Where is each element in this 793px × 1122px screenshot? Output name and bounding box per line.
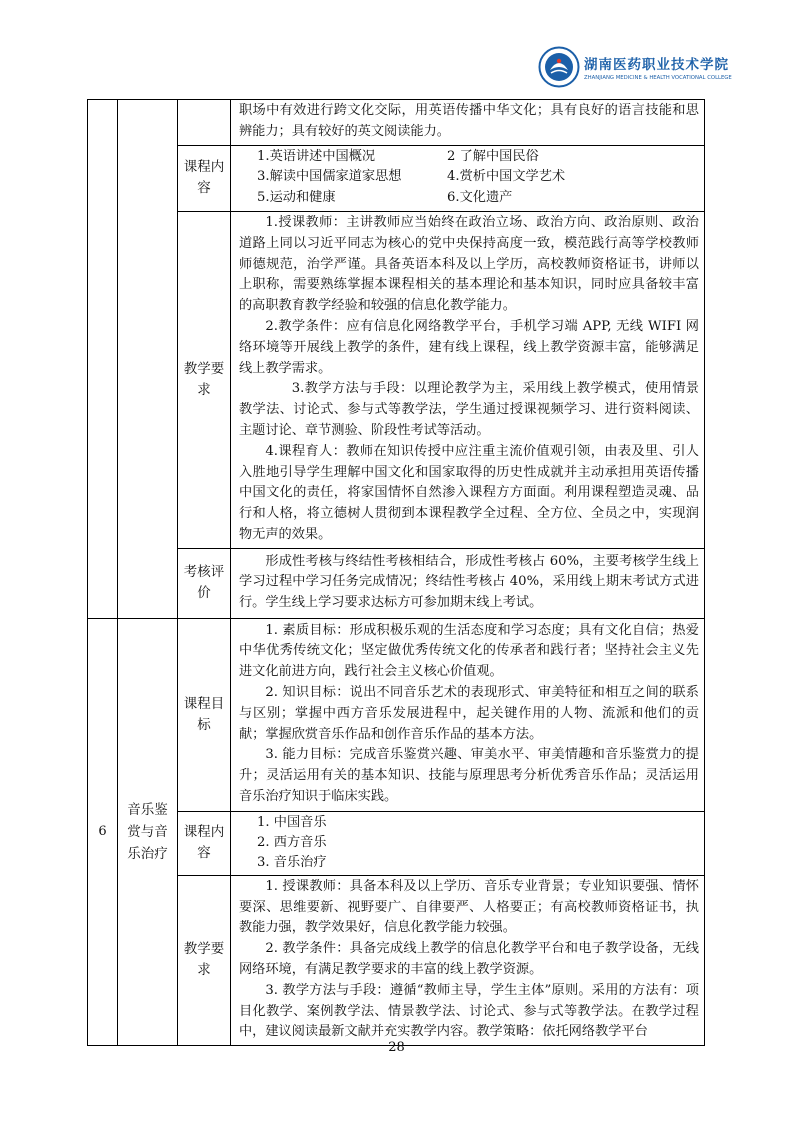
list-item: 1.英语讲述中国概况 (257, 148, 376, 164)
list-item: 5.运动和健康 (257, 190, 336, 206)
college-logo (538, 44, 732, 90)
list-item: 2 了解中国民俗 (447, 148, 539, 164)
paragraph: 2.教学条件：应有信息化网络教学平台，手机学习端 APP, 无线 WIFI 网络环境等开展线上教学的条件，建有线上课程，线上教学资源丰富，能够满足线上教学需求。 (239, 318, 699, 376)
objective-label-cell (178, 100, 231, 146)
college-emblem-icon (538, 46, 580, 88)
list-item: 1. 中国音乐 (257, 814, 327, 830)
content-list (231, 145, 705, 211)
list-item: 3. 音乐治疗 (257, 854, 327, 870)
course-name-cell (118, 100, 178, 619)
table-row (88, 211, 705, 548)
paragraph: 2. 教学条件：具备完成线上教学的信息化教学平台和电子教学设备，无线网络环境，有满足教学要求的丰富的线上教学资源。 (239, 941, 699, 977)
paragraph: 1. 授课教师：具备本科及以上学历、音乐专业背景；专业知识要强、情怀要深、思维要新、视野要广、自律要严、人格要正；有高校教师资格证书，执教能力强，教学效果好，信息化教学能力较强。 (239, 878, 699, 936)
table-row (88, 618, 705, 811)
list-item: 2. 西方音乐 (257, 834, 327, 850)
table-row (88, 145, 705, 211)
evaluation-label: 考核评价 (178, 548, 231, 618)
table-row (88, 875, 705, 1045)
evaluation-text: 形成性考核与终结性考核相结合，形成性考核占 60%，主要考核学生线上学习过程中学习任务完成情况；终结性考核占 40%，采用线上期末考试方式进行。学生线上学习要求达标方可参加期末线上考试。 (231, 548, 705, 618)
requirement-text (231, 211, 705, 548)
list-item: 6.文化遗产 (447, 190, 513, 206)
table-row (88, 811, 705, 875)
goal-label: 课程目标 (178, 618, 231, 811)
paragraph: 3.教学方法与手段：以理论教学为主，采用线上教学模式，使用情景教学法、讨论式、参与式等教学法，学生通过授课视频学习、进行资料阅读、主题讨论、章节测验、阶段性考试等活动。 (239, 381, 699, 438)
list-item: 3.解读中国儒家道家思想 (257, 169, 402, 185)
content-list (231, 811, 705, 875)
content-label: 课程内容 (178, 145, 231, 211)
table-row (88, 100, 705, 146)
paragraph: 2. 知识目标：说出不同音乐艺术的表现形式、审美特征和相互之间的联系与区别；掌握中西方音乐发展进程中，起关键作用的人物、流派和他们的贡献；掌握欣赏音乐作品和创作音乐作品的基本方法。 (239, 685, 699, 742)
table-row (88, 548, 705, 618)
requirement-label: 教学要求 (178, 875, 231, 1045)
course-number-cell (88, 100, 118, 619)
content-label: 课程内容 (178, 811, 231, 875)
requirement-text (231, 875, 705, 1045)
college-name: 湖南医药职业技术学院 (584, 57, 729, 73)
paragraph: 1.授课教师：主讲教师应当始终在政治立场、政治方向、政治原则、政治道路上同以习近平同志为核心的党中央保持高度一致，模范践行高等学校教师师德规范，治学严谨。具备英语本科及以上学历，高校教师资格证书，讲师以上职称，需要熟练掌握本课程相关的基本理论和基本知识，同时应具备较丰富的高职教育教学经验和较强的信息化教学能力。 (239, 214, 699, 314)
course-table (87, 99, 705, 1046)
requirement-label: 教学要求 (178, 211, 231, 548)
page-number: 28 (388, 1040, 405, 1055)
paragraph: 4.课程育人：教师在知识传授中应注重主流价值观引领，由表及里、引人入胜地引导学生理解中国文化和国家取得的历史性成就并主动承担用英语传播中国文化的责任，将家国情怀自然渗入课程方方面面。利用课程塑造灵魂、品行和人格，将立德树人贯彻到本课程教学全过程、全方位、全员之中，实现润物无声的效果。 (239, 443, 699, 542)
goal-text (231, 618, 705, 811)
course-name: 音乐鉴赏与音乐治疗 (118, 618, 178, 1045)
paragraph: 1. 素质目标：形成积极乐观的生活态度和学习态度；具有文化自信；热爱中华优秀传统文化；坚定做优秀传统文化的传承者和践行者；坚持社会主义先进文化前进方向，践行社会主义核心价值观。 (239, 622, 699, 680)
paragraph: 3. 教学方法与手段：遵循“教师主导，学生主体”原则。采用的方法有：项目化教学、案例教学法、情景教学法、讨论式、参与式等教学法。在教学过程中，建议阅读最新文献并充实教学内容。教学策略：依托网络教学平台 (239, 982, 699, 1040)
college-name-en: ZHANJIANG MEDICINE & HEALTH VOCATIONAL COLLEGE (584, 75, 732, 81)
paragraph: 3. 能力目标：完成音乐鉴赏兴趣、审美水平、审美情趣和音乐鉴赏力的提升；灵活运用有关的基本知识、技能与原理思考分析优秀音乐作品；灵活运用音乐治疗知识于临床实践。 (239, 747, 699, 805)
objective-tail: 职场中有效进行跨文化交际，用英语传播中华文化；具有良好的语言技能和思辨能力；具有较好的英文阅读能力。 (231, 100, 705, 146)
list-item: 4.赏析中国文学艺术 (447, 169, 566, 185)
course-number: 6 (88, 618, 118, 1045)
